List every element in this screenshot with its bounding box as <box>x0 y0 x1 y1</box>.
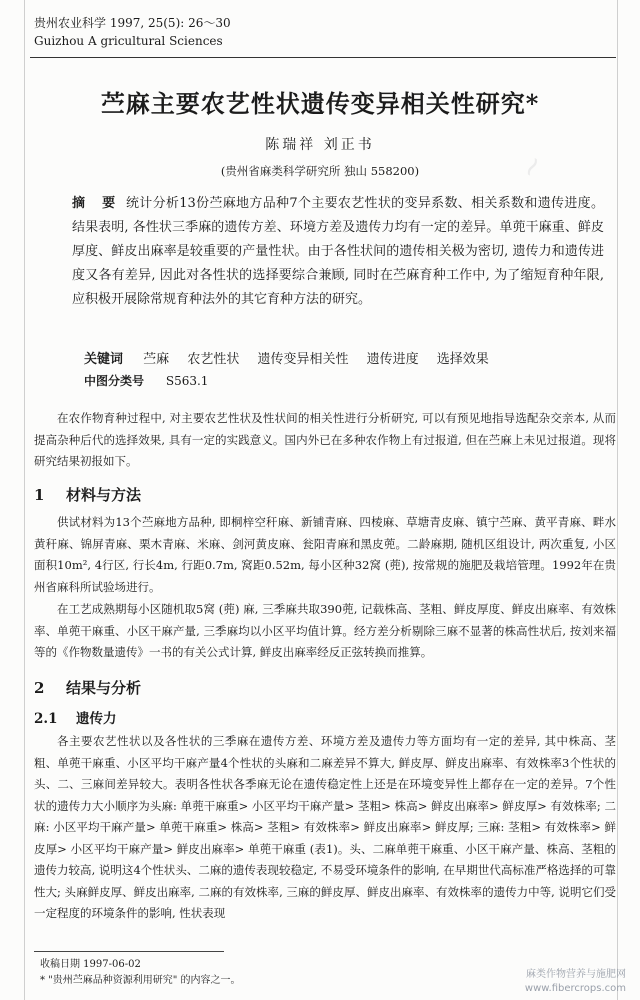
abstract <box>72 192 604 312</box>
received-date: 收稿日期 1997-06-02 <box>40 959 141 970</box>
methods-paragraph: 在工艺成熟期每小区随机取5窝 (蔸) 麻, 三季麻共取390蔸, 记载株高、茎粗、鲜皮厚度、鲜皮出麻率、有效株率、单蔸干麻重、小区干麻产量, 三季麻均以小区平均值计算。经方差分析剔除三麻不显著的株高性状后, 按刘来福等的《作物数量遗传》一书的有关公式计算, 鲜皮出麻率经反正弦转换而推算。 <box>34 602 616 659</box>
affiliation: (贵州省麻类科学研究所 独山 558200) <box>220 164 420 178</box>
keyword: 遗传变异相关性 <box>257 352 349 367</box>
site-watermark: 麻类作物营养与施肥网 www.fibercrops.com <box>524 969 626 994</box>
background-watermark: ~ <box>511 148 552 185</box>
header-rule <box>30 57 616 58</box>
authors: 陈瑞祥 刘正书 <box>265 137 375 153</box>
section-heading-2: 2 结果与分析 <box>34 679 142 697</box>
abstract-label: 摘 要 <box>72 196 122 211</box>
keywords <box>84 348 503 367</box>
journal-citation-cn: 贵州农业科学 1997, 25(5): 26～30 <box>34 16 231 30</box>
funding-note: * "贵州苎麻品种资源利用研究" 的内容之一。 <box>40 975 241 986</box>
introduction-paragraph: 在农作物育种过程中, 对主要农艺性状及性状间的相关性进行分析研究, 可以有预见地指导选配杂交亲本, 从而提高杂种后代的选择效果, 具有一定的实践意义。国内外已在多种农作物上有过报道, 但在苎麻上未见过报道。现将研究结果初报如下。 <box>34 411 616 468</box>
keyword: 苎麻 <box>143 352 170 367</box>
classification-label: 中图分类号 <box>84 374 145 388</box>
journal-header <box>34 14 231 50</box>
classification <box>84 372 208 389</box>
section-heading-1: 1 材料与方法 <box>34 486 142 504</box>
footnote-rule <box>34 951 224 952</box>
keyword: 选择效果 <box>436 352 489 367</box>
footnotes <box>40 957 241 989</box>
subsection-heading-2-1: 2.1 遗传力 <box>34 711 117 727</box>
journal-name-en: Guizhou A gricultural Sciences <box>34 34 223 48</box>
abstract-text: 统计分析13份苎麻地方品种7个主要农艺性状的变异系数、相关系数和遗传进度。结果表明, 各性状三季麻的遗传方差、环境方差及遗传力均有一定的差异。单蔸干麻重、鲜皮厚度、鲜皮出麻率是较重要的产量性状。由于各性状间的遗传相关极为密切, 遗传力和遗传进度又各有差异, 因此对各性状的选择要综合兼顾, 同时在苎麻育种工作中, 为了缩短育种年限, 应积极开展除常规育种法外的其它育种方法的研究。 <box>72 196 604 307</box>
keywords-label: 关键词 <box>84 352 124 367</box>
methods-paragraph: 供试材料为13个苎麻地方品种, 即桐梓空秆麻、新铺青麻、四棱麻、草塘青皮麻、镇宁苎麻、黄平青麻、畔水黄秆麻、锦屏青麻、栗木青麻、米麻、剑河黄皮麻、瓮阳青麻和黑皮蔸。二龄麻期, 随机区组设计, 两次重复, 小区面积10m², 4行区, 行长4m, 行距0.7m, 窝距0.52m, 每小区种32窝 (蔸), 按常规的施肥及栽培管理。1992年在贵州省麻科所试验场进行。 <box>34 515 616 594</box>
heritability-paragraph: 各主要农艺性状以及各性状的三季麻在遗传方差、环境方差及遗传力等方面均有一定的差异, 其中株高、茎粗、单蔸干麻重、小区平均干麻产量4个性状的头麻和二麻差异不算大, 鲜皮厚、鲜皮出麻率、有效株率3个性状的头、二、三麻间差异较大。表明各性状各季麻无论在遗传稳定性上还是在环境变异性上都存在一定的差异。7个性状的遗传力大小顺序为头麻: 单蔸干麻重> 小区平均干麻产量> 茎粗> 株高> 鲜皮出麻率> 鲜皮厚> 有效株率; 二麻: 小区平均干麻产量> 单蔸干麻重> 株高> 茎粗> 有效株率> 鲜皮出麻率> 鲜皮厚; 三麻: 茎粗> 有效株率> 鲜皮厚> 小区平均干麻产量> 鲜皮出麻率> 单蔸干麻重 (表1)。头、二麻单蔸干麻重、小区干麻产量、株高、茎粗的遗传力较高, 说明这4个性状头、二麻的遗传表现较稳定, 不易受环境条件的影响, 在早期世代高标准严格选择的可靠性大; 头麻鲜皮厚、鲜皮出麻率, 二麻的有效株率, 三麻的鲜皮厚、鲜皮出麻率、有效株率的遗传力中等, 说明它们受一定程度的环境条件的影响, 性状表现 <box>34 734 616 920</box>
paper-title: 苎麻主要农艺性状遗传变异相关性研究* <box>100 89 540 118</box>
classification-code: S563.1 <box>165 374 209 388</box>
keyword: 农艺性状 <box>187 352 240 367</box>
keyword: 遗传进度 <box>366 352 419 367</box>
